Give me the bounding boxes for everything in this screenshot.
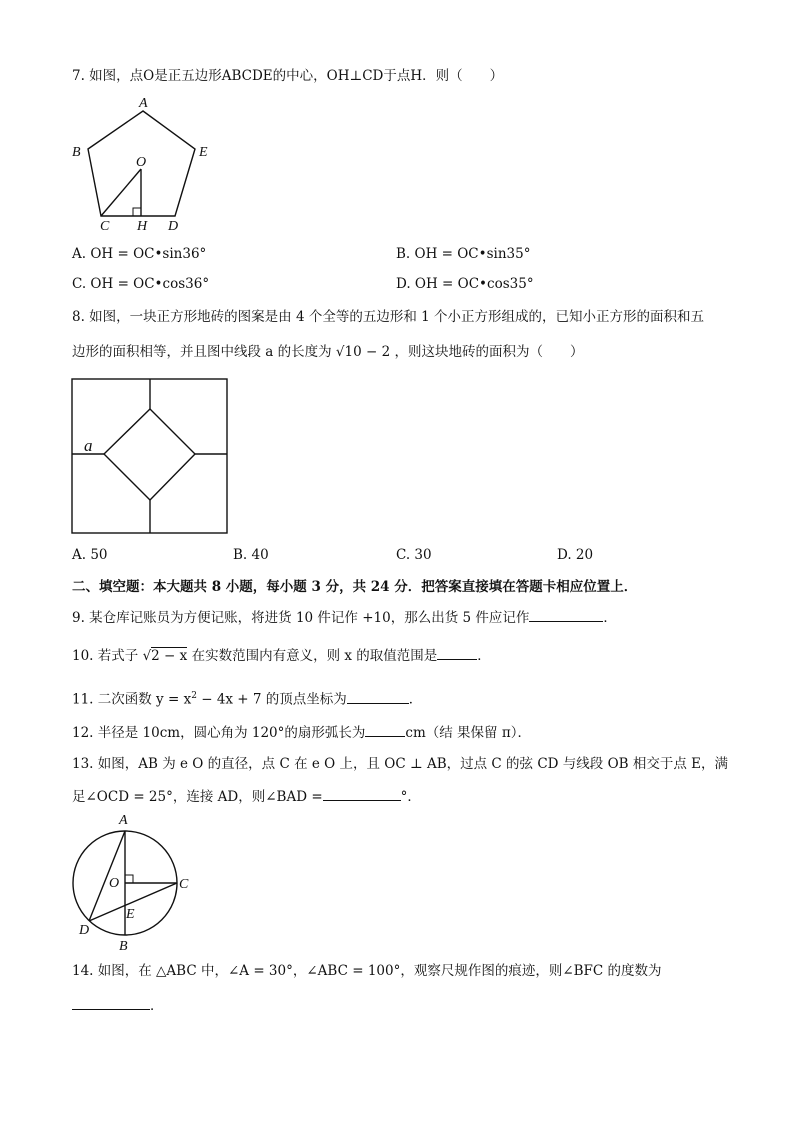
q11-pre: 11. 二次函数 y = x bbox=[72, 691, 192, 708]
label-a-13: A bbox=[119, 813, 128, 828]
label-d: D bbox=[168, 219, 179, 234]
q11-sup: 2 bbox=[191, 691, 197, 701]
label-a: A bbox=[139, 96, 148, 111]
q13-stem-line1: 13. 如图，AB 为 e O 的直径，点 C 在 e O 上，且 OC ⊥ AB，过点 C 的弦 CD 与线段 OB 相交于点 E，满 bbox=[72, 756, 728, 772]
q10-pre: 10. 若式子 bbox=[72, 648, 139, 664]
q12-pre: 12. 半径是 10cm，圆心角为 120°的扇形弧长为 bbox=[72, 725, 366, 741]
q10-sqrt: √2 − x bbox=[142, 648, 188, 664]
q12-blank bbox=[365, 722, 405, 737]
label-o-13: O bbox=[109, 876, 120, 891]
q7-option-d: D. OH = OC•cos35° bbox=[396, 276, 534, 292]
q13-blank bbox=[323, 786, 401, 801]
q7-option-a: A. OH = OC•sin36° bbox=[72, 246, 207, 262]
q11-post: − 4x + 7 的顶点坐标为 bbox=[196, 691, 347, 708]
q11: 11. 二次函数 $y = x^2 - 4x + 7$ 的顶点坐标为 ． bbox=[72, 686, 422, 710]
segment-oc bbox=[101, 169, 141, 216]
q8-stem-line2: 边形的面积相等，并且图中线段 a 的长度为 √10 − 2 ，则这块地砖的面积为（ ） bbox=[72, 344, 584, 360]
q10: 10. 若式子 √2 − x 在实数范围内有意义，则 x 的取值范围是 ． bbox=[72, 645, 491, 666]
label-e: E bbox=[199, 145, 208, 160]
q8-option-d: D. 20 bbox=[557, 547, 594, 563]
tile-inner-square bbox=[104, 409, 195, 500]
q13-line2-text: 足∠OCD = 25°，连接 AD，则∠BAD = bbox=[72, 789, 323, 805]
label-b: B bbox=[72, 145, 81, 160]
q11-blank bbox=[347, 689, 409, 704]
q9: 9. 某仓库记账员为方便记账，将进货 10 件记作 +10，那么出货 5 件应记作 ． bbox=[72, 607, 617, 628]
q8-option-a: A. 50 bbox=[72, 547, 108, 563]
q13-line2-post: °． bbox=[400, 789, 421, 805]
q14-stem-line1: 14. 如图，在 △ABC 中，∠A = 30°，∠ABC = 100°，观察尺规作图的痕迹，则∠BFC 的度数为 bbox=[72, 963, 662, 979]
q8-option-c: C. 30 bbox=[396, 547, 432, 563]
q8-tile-figure bbox=[70, 376, 232, 536]
label-e-13: E bbox=[126, 907, 135, 922]
section-2-heading: 二、填空题：本大题共 8 小题，每小题 3 分，共 24 分．把答案直接填在答题卡相应位置上． bbox=[72, 579, 638, 595]
q9-text: 9. 某仓库记账员为方便记账，将进货 10 件记作 +10，那么出货 5 件应记作 bbox=[72, 610, 530, 626]
label-d-13: D bbox=[79, 923, 90, 938]
q8-option-b: B. 40 bbox=[233, 547, 269, 563]
label-b-13: B bbox=[119, 939, 128, 954]
q9-blank bbox=[529, 607, 603, 622]
q7-option-c: C. OH = OC•cos36° bbox=[72, 276, 210, 292]
label-a-segment: a bbox=[84, 436, 93, 455]
label-c-13: C bbox=[179, 877, 189, 892]
q12 bbox=[72, 722, 531, 743]
q13-stem-line2 bbox=[72, 786, 421, 807]
label-c: C bbox=[100, 219, 110, 234]
q8-stem-line1: 8. 如图，一块正方形地砖的图案是由 4 个全等的五边形和 1 个小正方形组成的，已知小正方形的面积和五 bbox=[72, 309, 705, 325]
q12-post: cm（结 果保留 π）． bbox=[405, 725, 531, 741]
q10-radicand: 2 − x bbox=[151, 648, 188, 664]
q7-stem: 7. 如图，点O是正五边形ABCDE的中心，OH⊥CD于点H．则（ ） bbox=[72, 68, 504, 84]
q10-post: 在实数范围内有意义，则 x 的取值范围是 bbox=[191, 648, 438, 664]
label-h: H bbox=[137, 219, 148, 234]
q14-stem-line2: ． bbox=[72, 995, 164, 1016]
label-o: O bbox=[136, 155, 147, 170]
q14-blank bbox=[72, 995, 150, 1010]
right-angle-mark-13 bbox=[125, 875, 133, 883]
right-angle-mark bbox=[133, 208, 141, 216]
q7-pentagon-figure bbox=[60, 92, 230, 240]
q10-blank bbox=[437, 645, 477, 660]
q7-option-b: B. OH = OC•sin35° bbox=[396, 246, 531, 262]
q13-circle-figure bbox=[66, 810, 202, 956]
